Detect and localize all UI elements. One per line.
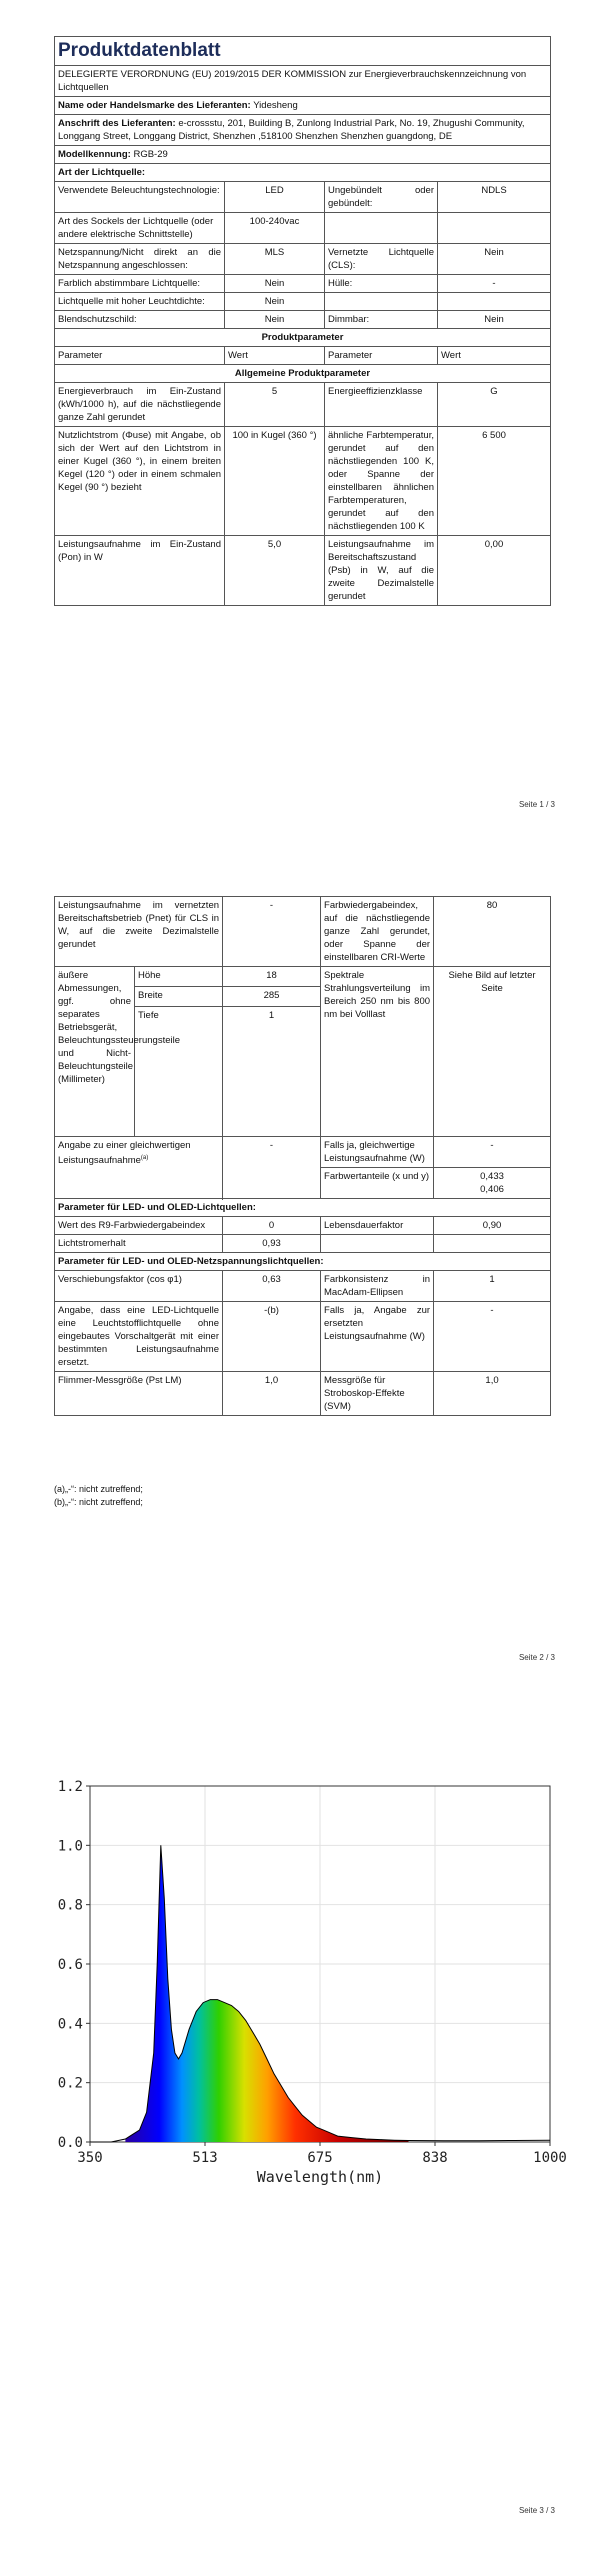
color-consistency-value: 1 [434,1271,551,1302]
row-label: Netzspannung/Nicht direkt an die Netzspannung angeschlossen: [55,244,225,275]
footnote-a: (a)„-“: nicht zutreffend; [54,1484,143,1494]
row-value: Nein [438,244,551,275]
address-value: e-crossstu, 201, Building B, Zunlong Industrial Park, No. 19, Zhugushi Community, Longgang Street, Longgang District, Shenzhen ,518100 Shenzhen Shenzhen guangdong, DE [58,118,525,142]
table-row [55,182,551,213]
model-value: RGB-29 [133,149,168,160]
efficiency-class-label: Energieeffizienzklasse [325,383,438,427]
table-row [55,383,551,427]
row-label: Farblich abstimmbare Lichtquelle: [55,275,225,293]
row-value [438,213,551,244]
col-header-param: Parameter [325,347,438,365]
chromaticity-label: Farbwertanteile (x und y) [321,1168,434,1199]
equivalent-power-w-value: - [434,1137,551,1168]
supplier-label: Name oder Handelsmarke des Lieferanten: [58,100,251,111]
flicker-label: Flimmer-Messgröße (Pst LM) [55,1372,223,1416]
networked-standby-value: - [223,897,321,967]
row-label [325,213,438,244]
page-number: Seite 2 / 3 [518,1653,555,1662]
y-tick-label: 0.2 [57,2075,83,2092]
col-header-param: Parameter [55,347,225,365]
row-label: Vernetzte Lichtquelle (CLS): [325,244,438,275]
color-temperature-label: ähnliche Farbtemperatur, gerundet auf den nächstliegenden 100 K, oder Spanne der einstellbaren ähnlichen Farbtemperaturen, gerundet auf den nächstliegenden 100 K [325,427,438,536]
x-tick-label: 350 [77,2150,103,2166]
width-label: Breite [135,987,223,1007]
table-row [55,1235,551,1253]
row-value: MLS [225,244,325,275]
general-params-header: Allgemeine Produktparameter [55,365,551,383]
page-3 [0,1706,603,2560]
row-value: NDLS [438,182,551,213]
depth-value: 1 [223,1007,321,1137]
y-tick-label: 0.8 [57,1897,83,1914]
color-temperature-value: 6 500 [438,427,551,536]
row-value: Nein [225,293,325,311]
equivalent-power-text: Angabe zu einer gleichwertigen Leistungsaufnahme [58,1140,191,1167]
height-value: 18 [223,967,321,987]
y-tick-label: 0.0 [57,2135,83,2151]
table-row [55,967,551,987]
column-headers [55,347,551,365]
height-label: Höhe [135,967,223,987]
r9-label: Wert des R9-Farbwiedergabeindex [55,1217,223,1235]
chromaticity-value [434,1168,551,1199]
cri-value: 80 [434,897,551,967]
col-header-value: Wert [225,347,325,365]
lumen-maintenance-label: Lichtstromerhalt [55,1235,223,1253]
svm-value: 1,0 [434,1372,551,1416]
page-number: Seite 3 / 3 [518,2506,555,2515]
y-tick-label: 1.0 [57,1838,83,1855]
x-tick-label: 838 [422,2150,448,2166]
chromaticity-y: 0,406 [480,1184,504,1195]
supplier-row [55,97,551,115]
address-row [55,115,551,146]
luminous-flux-value: 100 in Kugel (360 °) [225,427,325,536]
energy-consumption-value: 5 [225,383,325,427]
luminous-flux-label: Nutzlichtstrom (Φuse) mit Angabe, ob sich der Wert auf den Lichtstrom in einer Kugel (360 °), in einem breiten Kegel (120 °) oder in einem schmalen Kegel (90 °) bezieht [55,427,225,536]
footnotes [54,1483,143,1509]
page-1 [0,0,603,853]
datasheet-table-2 [54,896,551,1416]
table-row [55,275,551,293]
lumen-maintenance-value: 0,93 [223,1235,321,1253]
equivalent-power-label: Angabe zu einer gleichwertigen Leistungsaufnahme$^{(a)}$ [55,1137,223,1199]
survival-factor-label: Lebensdauerfaktor [321,1217,434,1235]
displacement-factor-value: 0,63 [223,1271,321,1302]
y-tick-label: 0.4 [57,2016,83,2033]
col-header-value: Wert [438,347,551,365]
address-label: Anschrift des Lieferanten: [58,118,176,129]
cri-label: Farbwiedergabeindex, auf die nächstliegende ganze Zahl gerundet, oder Spanne der einstellbaren CRI-Werte [321,897,434,967]
footnote-b: (b)„-“: nicht zutreffend; [54,1497,143,1507]
x-tick-label: 513 [192,2150,218,2166]
row-label: Ungebündelt oder gebündelt: [325,182,438,213]
x-tick-label: 1000 [533,2150,567,2166]
replacement-power-value: - [434,1302,551,1372]
row-label: Blendschutzschild: [55,311,225,329]
efficiency-class-value: G [438,383,551,427]
supplier-value: Yidesheng [253,100,298,111]
replacement-power-label: Falls ja, Angabe zur ersetzten Leistungsaufnahme (W) [321,1302,434,1372]
row-label: Verwendete Beleuchtungstechnologie: [55,182,225,213]
color-consistency-label: Farbkonsistenz in MacAdam-Ellipsen [321,1271,434,1302]
standby-power-value: 0,00 [438,536,551,606]
page-title: Produktdatenblatt [55,37,551,66]
spectrum-area [125,1845,408,2142]
model-row [55,146,551,164]
row-value [438,293,551,311]
page-number: Seite 1 / 3 [518,800,555,809]
row-value: Nein [225,311,325,329]
row-value: 100-240vac [225,213,325,244]
equivalent-power-w-label: Falls ja, gleichwertige Leistungsaufnahme (W) [321,1137,434,1168]
dimensions-label: äußere Abmessungen, ggf. ohne separates Betriebsgerät, Beleuchtungssteuerungsteile und Nicht-Beleuchtungsteile (Millimeter) [55,967,135,1137]
on-mode-power-label: Leistungsaufnahme im Ein-Zustand (Pon) in W [55,536,225,606]
survival-factor-value: 0,90 [434,1217,551,1235]
datasheet-table-1 [54,36,551,606]
row-value: Nein [438,311,551,329]
flicker-value: 1,0 [223,1372,321,1416]
table-row [55,213,551,244]
chromaticity-x: 0,433 [480,1171,504,1182]
row-value: Nein [225,275,325,293]
displacement-factor-label: Verschiebungsfaktor (cos φ1) [55,1271,223,1302]
spectrum-value: Siehe Bild auf letzter Seite [434,967,551,1137]
chart-ticks [58,1779,567,2166]
table-row [55,536,551,606]
table-row [55,1217,551,1235]
depth-label: Tiefe [135,1007,223,1137]
table-row [55,244,551,275]
model-label: Modellkennung: [58,149,131,160]
led-params-header: Parameter für LED- und OLED-Lichtquellen: [55,1199,551,1217]
on-mode-power-value: 5,0 [225,536,325,606]
networked-standby-label: Leistungsaufnahme im vernetzten Bereitschaftsbetrieb (Pnet) für CLS in W, auf die zweite Dezimalstelle gerundet [55,897,223,967]
x-tick-label: 675 [307,2150,333,2166]
table-row [55,293,551,311]
mains-params-header: Parameter für LED- und OLED-Netzspannungslichtquellen: [55,1253,551,1271]
replacement-value: -(b) [223,1302,321,1372]
table-row [55,1271,551,1302]
y-tick-label: 1.2 [57,1779,83,1795]
table-row [55,1137,551,1168]
width-value: 285 [223,987,321,1007]
product-params-header: Produktparameter [55,329,551,347]
table-row [55,311,551,329]
table-row [55,897,551,967]
spectrum-label: Spektrale Strahlungsverteilung im Bereich 250 nm bis 800 nm bei Volllast [321,967,434,1137]
y-tick-label: 0.6 [57,1957,83,1973]
row-value: - [438,275,551,293]
table-row [55,1372,551,1416]
page-2 [0,853,603,1706]
row-value: LED [225,182,325,213]
row-label: Lichtquelle mit hoher Leuchtdichte: [55,293,225,311]
svm-label: Messgröße für Stroboskop-Effekte (SVM) [321,1372,434,1416]
equivalent-power-value: - [223,1137,321,1199]
table-row [55,1302,551,1372]
row-label: Art des Sockels der Lichtquelle (oder andere elektrische Schnittstelle) [55,213,225,244]
row-label: Dimmbar: [325,311,438,329]
row-label: Hülle: [325,275,438,293]
regulation-text: DELEGIERTE VERORDNUNG (EU) 2019/2015 DER KOMMISSION zur Energieverbrauchskennzeichnung von Lichtquellen [55,66,551,97]
r9-value: 0 [223,1217,321,1235]
table-row [55,427,551,536]
x-axis-label: Wavelength(nm) [256,2168,384,2186]
replacement-label: Angabe, dass eine LED-Lichtquelle eine Leuchtstofflichtquelle ohne eingebautes Vorschaltgerät mit einer bestimmten Leistungsaufnahme ersetzt. [55,1302,223,1372]
row-label [325,293,438,311]
spectrum-chart [40,1766,567,2186]
standby-power-label: Leistungsaufnahme im Bereitschaftszustand (Psb) in W, auf die zweite Dezimalstelle gerundet [325,536,438,606]
energy-consumption-label: Energieverbrauch im Ein-Zustand (kWh/1000 h), auf die nächstliegende ganze Zahl gerundet [55,383,225,427]
light-source-type-header: Art der Lichtquelle: [55,164,551,182]
